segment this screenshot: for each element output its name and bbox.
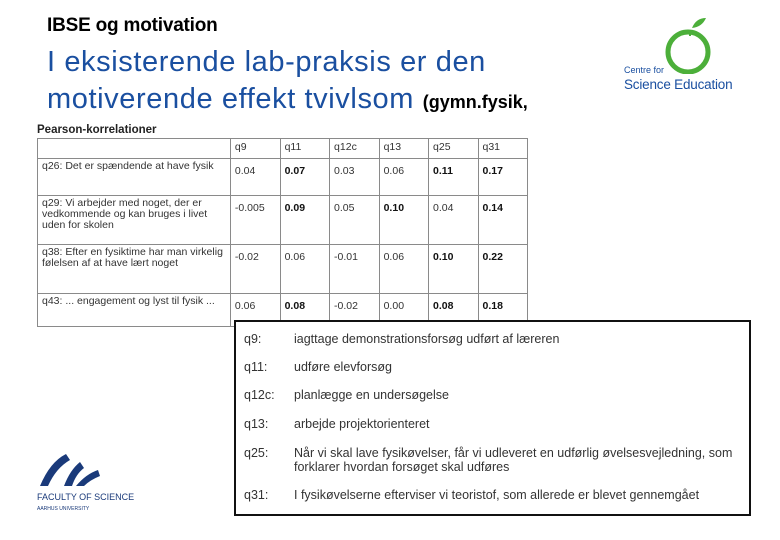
cse-logo-name: Science Education [624, 77, 733, 92]
cell: 0.06 [230, 294, 280, 327]
col-header: q25 [429, 139, 478, 159]
cell: 0.05 [330, 196, 380, 245]
cell: 0.07 [280, 159, 329, 196]
legend-desc: Når vi skal lave fysikøvelser, får vi udleveret en udførlig øvelsesvejledning, som forklarer hvordan forsøget skal udføres [294, 446, 733, 474]
cell: 0.08 [429, 294, 478, 327]
cell: 0.10 [379, 196, 428, 245]
cse-logo-for: Centre for [624, 65, 665, 75]
correlation-table [37, 138, 528, 327]
table-row [38, 245, 528, 294]
legend-code: q12c: [244, 388, 275, 402]
cell: 0.18 [478, 294, 528, 327]
legend-code: q31: [244, 488, 269, 502]
col-header: q13 [379, 139, 428, 159]
row-label: q43: ... engagement og lyst til fysik ... [38, 294, 231, 327]
legend-desc: planlægge en undersøgelse [294, 388, 449, 402]
cell: 0.06 [379, 245, 428, 294]
aau-logo [30, 452, 160, 522]
aau-faculty: FACULTY OF SCIENCE [37, 492, 135, 502]
row-label: q38: Efter en fysiktime har man virkelig følelsen af at have lært noget [38, 245, 231, 294]
cell: 0.00 [379, 294, 428, 327]
legend-desc: arbejde projektorienteret [294, 417, 430, 431]
cell: -0.005 [230, 196, 280, 245]
title-line-2: motiverende effekt tvivlsom [47, 83, 415, 115]
legend-desc: udføre elevforsøg [294, 360, 392, 374]
col-header: q11 [280, 139, 329, 159]
cell: 0.08 [280, 294, 329, 327]
legend-code: q25: [244, 446, 269, 460]
cell: 0.09 [280, 196, 329, 245]
corner-cell [38, 139, 231, 159]
cell: -0.02 [230, 245, 280, 294]
col-header: q31 [478, 139, 528, 159]
col-header: q9 [230, 139, 280, 159]
slide-subtitle: IBSE og motivation [47, 15, 218, 36]
cell: 0.11 [429, 159, 478, 196]
cell: -0.02 [330, 294, 380, 327]
legend-code: q11: [244, 360, 268, 374]
aau-university: AARHUS UNIVERSITY [37, 506, 90, 512]
legend-code: q13: [244, 417, 269, 431]
cell: 0.17 [478, 159, 528, 196]
row-label: q29: Vi arbejder med noget, der er vedkommende og kan bruges i livet uden for skolen [38, 196, 231, 245]
aau-seal-icon [36, 452, 106, 490]
legend-code: q9: [244, 332, 262, 346]
title-line-1: I eksisterende lab-praksis er den [47, 46, 486, 78]
title-suffix: (gymn.fysik, [422, 92, 528, 112]
table-row [38, 159, 528, 196]
slide-title [47, 44, 647, 121]
table-title: Pearson-korrelationer [37, 124, 157, 136]
row-label: q26: Det er spændende at have fysik [38, 159, 231, 196]
table-header-row [38, 139, 528, 159]
cell: 0.10 [429, 245, 478, 294]
legend-desc: I fysikøvelserne efterviser vi teoristof, som allerede er blevet gennemgået [294, 488, 700, 502]
cell: 0.04 [230, 159, 280, 196]
cell: 0.22 [478, 245, 528, 294]
question-legend [234, 320, 751, 516]
table-row [38, 196, 528, 245]
col-header: q12c [330, 139, 380, 159]
cell: 0.04 [429, 196, 478, 245]
cell: -0.01 [330, 245, 380, 294]
cse-logo [620, 14, 750, 94]
cell: 0.06 [379, 159, 428, 196]
cell: 0.14 [478, 196, 528, 245]
cell: 0.06 [280, 245, 329, 294]
legend-desc: iagttage demonstrationsforsøg udført af læreren [294, 332, 560, 346]
cell: 0.03 [330, 159, 380, 196]
